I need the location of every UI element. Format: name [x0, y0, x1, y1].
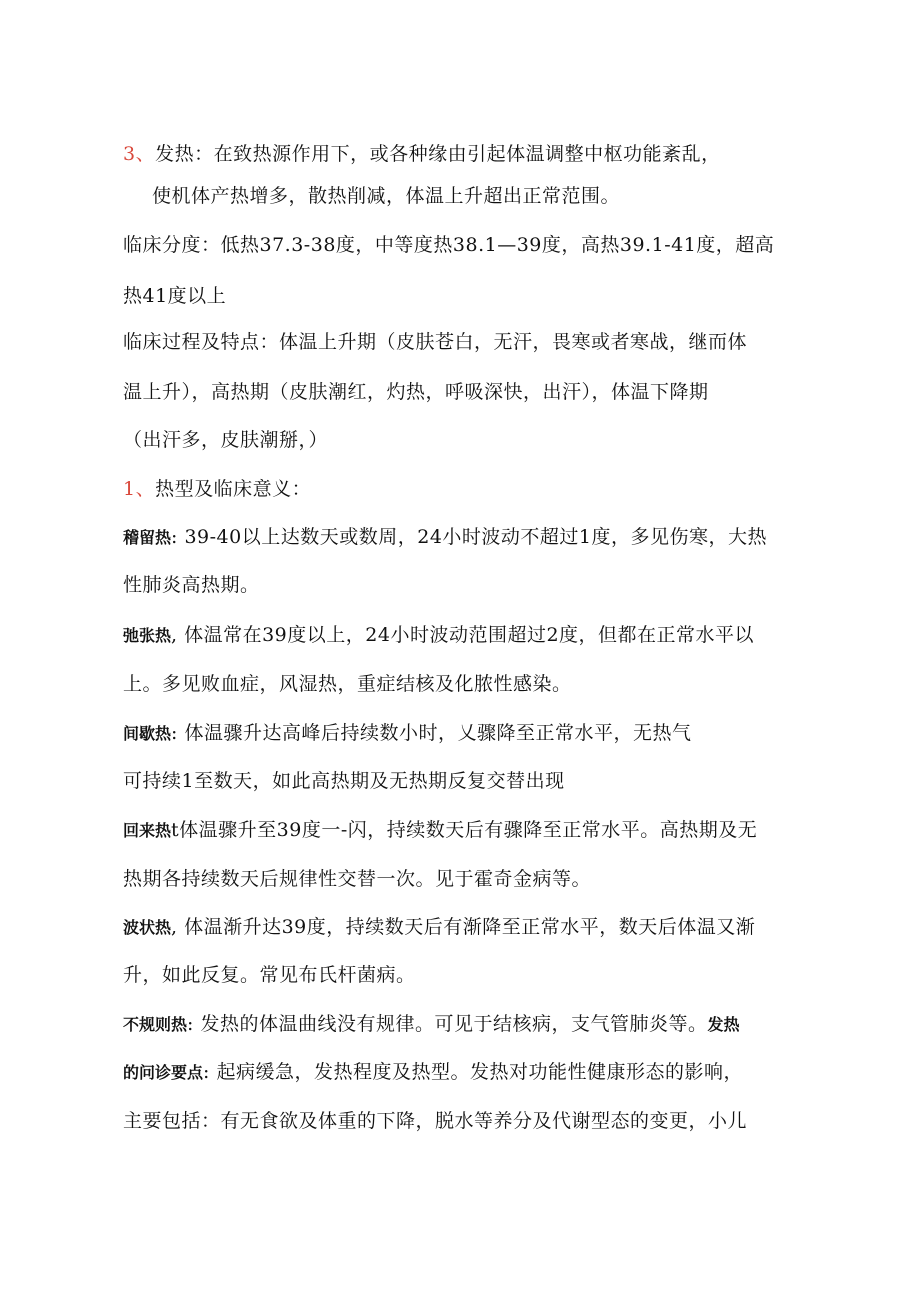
fever-types-heading [123, 476, 311, 502]
fever-inquiry-line-3: 主要包括：有无食欲及体重的下降，脱水等养分及代谢型态的变更，小儿 [123, 1110, 748, 1132]
irregular-fever-text: : 发热的体温曲线没有规律。可见于结核病，支气管肺炎等。 [187, 1013, 708, 1035]
undulant-fever-line-2: 升，如此反复。常见布氏杆菌病。 [123, 964, 416, 986]
remittent-fever-text: , 体温常在39度以上，24小时波动范围超过2度，但都在正常水平以 [171, 624, 755, 646]
term-fever-inquiry-part-1: 发热 [707, 1015, 740, 1034]
fever-definition-text: 在致热源作用下，或各种缘由引起体温调整中枢功能紊乱， [213, 143, 721, 165]
fever-label: 发热： [155, 143, 214, 165]
undulant-fever-line-1 [123, 914, 755, 941]
section-number: 1、 [123, 478, 156, 500]
fever-definition-line-2: 使机体产热增多，散热削减，体温上升超出正常范围。 [152, 185, 621, 207]
clinical-process-line-2: 温上升），高热期（皮肤潮红，灼热，呼吸深快，出汗），体温下降期 [123, 381, 709, 403]
term-relapsing-fever: 回来热 [123, 821, 172, 840]
intermittent-fever-line-1 [123, 720, 691, 747]
continuous-fever-text: : 39-40以上达数天或数周，24小时波动不超过1度，多见伤寒，大热 [171, 526, 767, 548]
clinical-process-line-3: （出汗多，皮肤潮掰，） [123, 429, 329, 451]
term-fever-inquiry-part-2: 的问诊要点 [123, 1063, 204, 1082]
fever-inquiry-line-2 [123, 1059, 743, 1086]
fever-types-heading-text: 热型及临床意义： [155, 478, 312, 500]
remittent-fever-line-2: 上。多见败血症，风湿热，重症结核及化脓性感染。 [123, 673, 572, 695]
clinical-process-line-1: 临床过程及特点：体温上升期（皮肤苍白，无汗，畏寒或者寒战，继而体 [123, 331, 748, 353]
term-undulant-fever: 波状热 [123, 918, 172, 937]
continuous-fever-line-1 [123, 524, 767, 551]
term-continuous-fever: 稽留热 [123, 528, 172, 547]
section-number: 3、 [123, 143, 156, 165]
intermittent-fever-text: : 体温骤升达高峰后持续数小时，乂骤降至正常水平，无热气 [171, 722, 692, 744]
irregular-fever-line-1 [123, 1011, 739, 1038]
fever-inquiry-text: : 起病缓急，发热程度及热型。发热对功能性健康形态的影响， [203, 1061, 743, 1083]
remittent-fever-line-1 [123, 622, 754, 649]
relapsing-fever-line-2: 热期各持续数天后规律性交替一次。见于霍奇金病等。 [123, 868, 592, 890]
term-intermittent-fever: 间歇热 [123, 724, 172, 743]
fever-definition-line-1 [123, 141, 721, 167]
undulant-fever-text: , 体温渐升达39度，持续数天后有渐降至正常水平，数天后体温又渐 [171, 916, 756, 938]
continuous-fever-line-2: 性肺炎高热期。 [123, 574, 260, 596]
relapsing-fever-line-1 [123, 817, 757, 844]
term-remittent-fever: 弛张热 [123, 626, 172, 645]
term-irregular-fever: 不规则热 [123, 1015, 188, 1034]
clinical-grading-line-2: 热41度以上 [123, 285, 227, 307]
intermittent-fever-line-2: 可持续1至数天，如此高热期及无热期反复交替出现 [123, 770, 565, 792]
clinical-grading-line-1: 临床分度：低热37.3-38度，中等度热38.1—39度，高热39.1-41度，超高 [123, 234, 775, 256]
relapsing-fever-text: t体温骤升至39度一-闪，持续数天后有骤降至正常水平。高热期及无 [171, 819, 758, 841]
